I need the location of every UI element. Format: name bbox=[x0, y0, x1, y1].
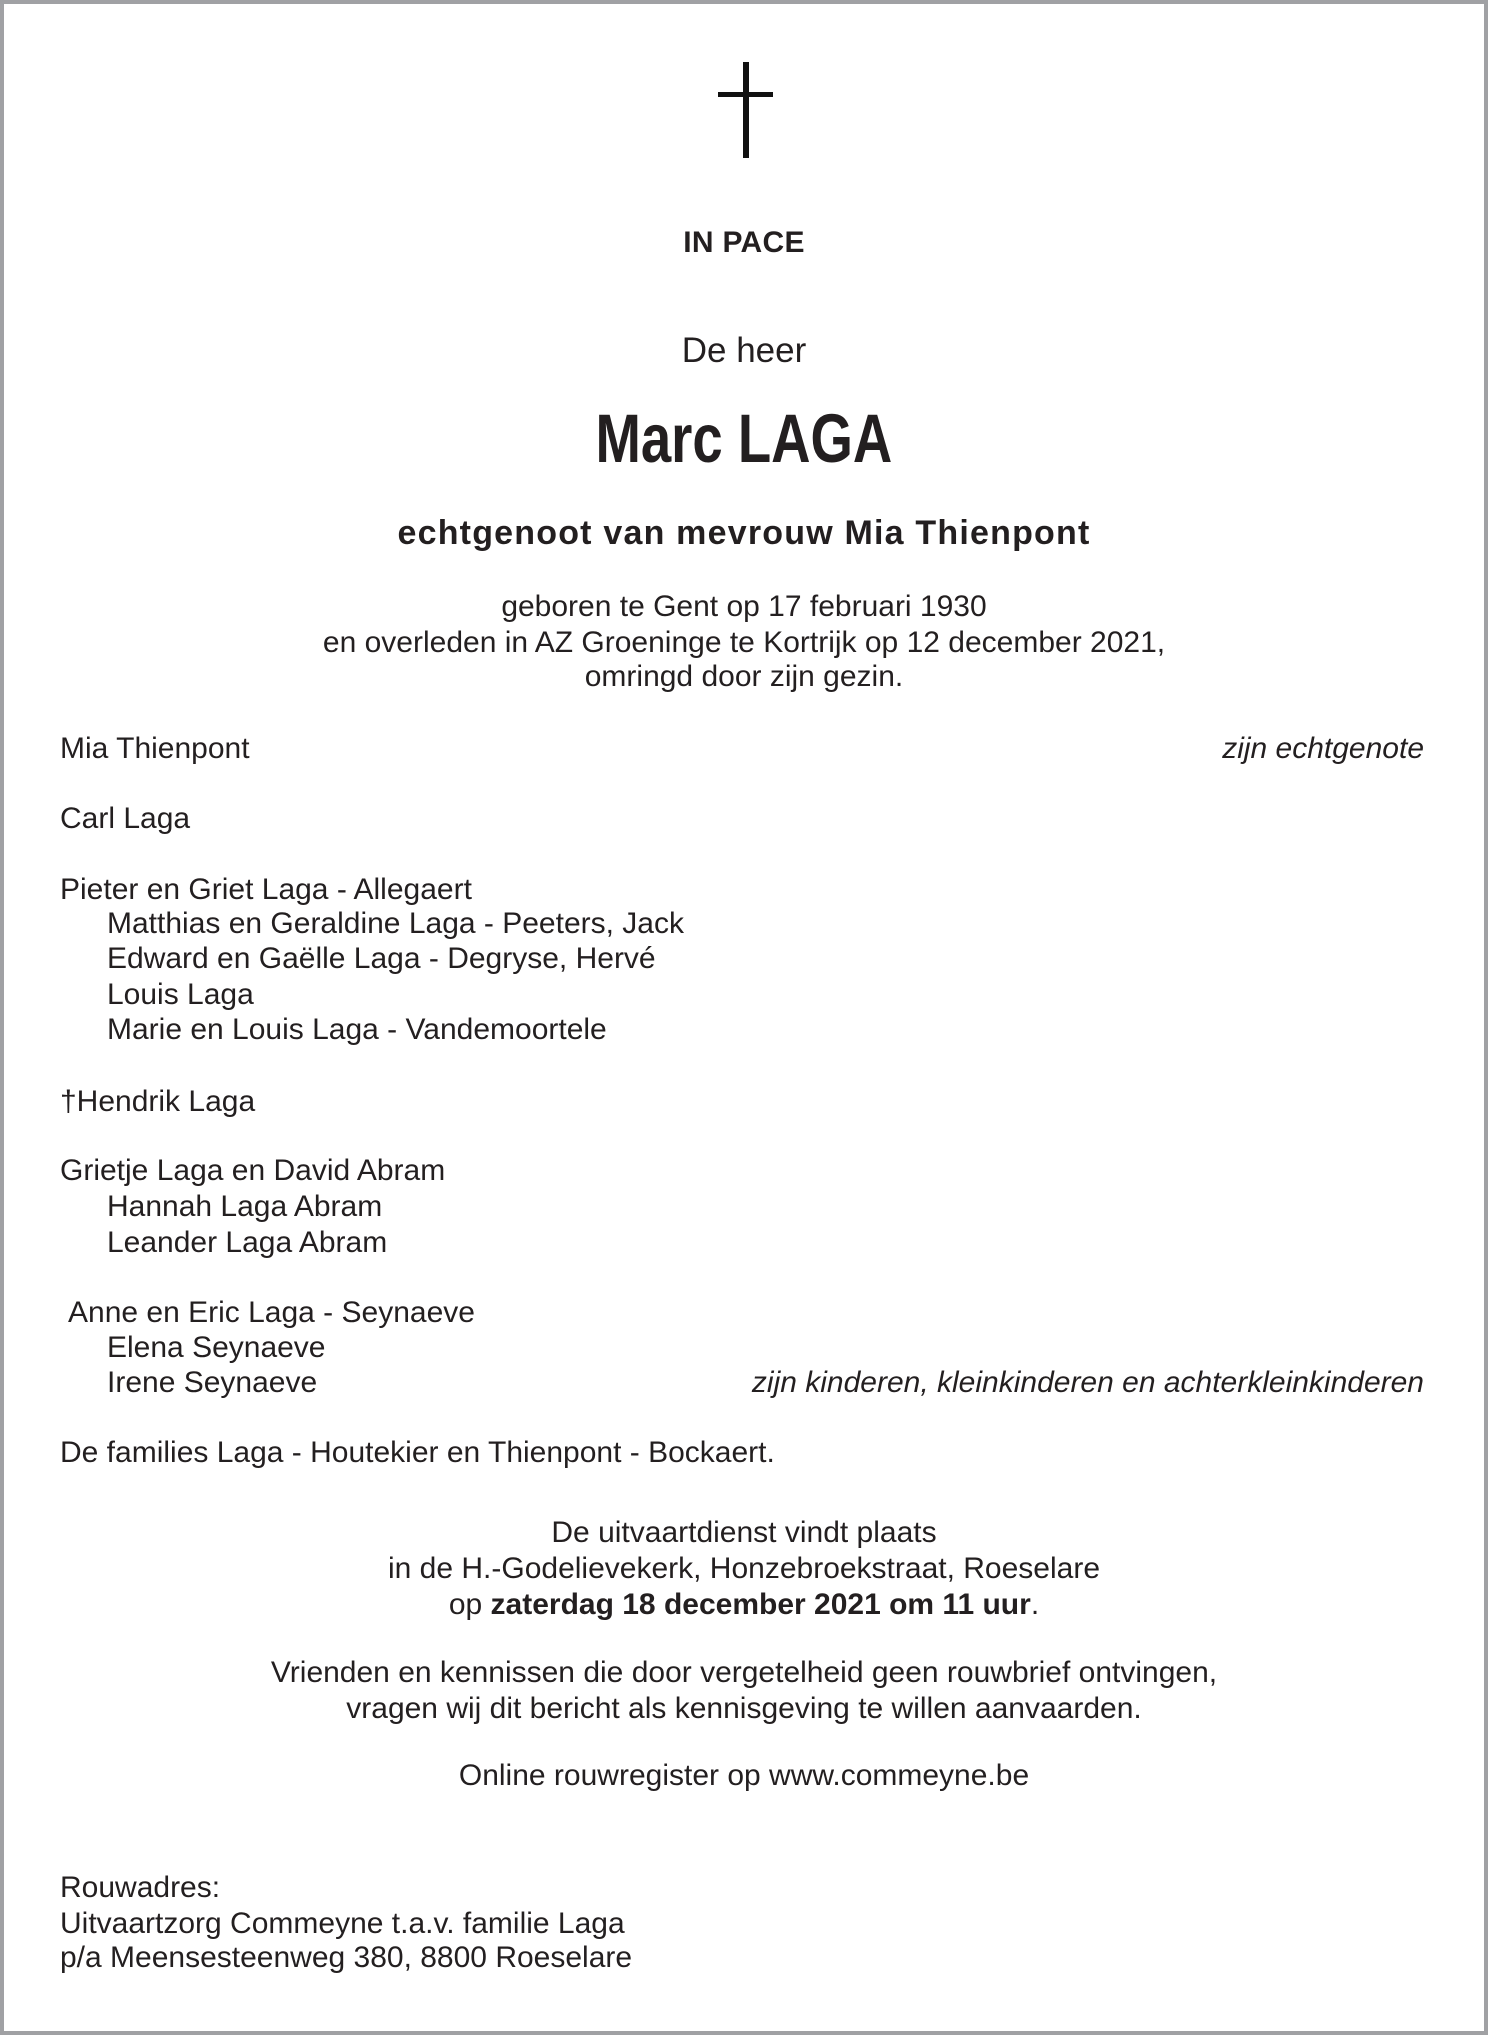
address-line-1: Uitvaartzorg Commeyne t.a.v. familie Laga bbox=[60, 1906, 625, 1940]
family-group-head: Grietje Laga en David Abram bbox=[60, 1153, 446, 1187]
deceased-name: Marc LAGA bbox=[595, 400, 893, 477]
address-line-2: p/a Meensesteenweg 380, 8800 Roeselare bbox=[60, 1940, 633, 1974]
online-register: Online rouwregister op www.commeyne.be bbox=[458, 1758, 1030, 1792]
family-children-role: zijn kinderen, kleinkinderen en achterkleinkinderen bbox=[751, 1365, 1424, 1399]
family-extended: De families Laga - Houtekier en Thienpont - Bockaert. bbox=[60, 1435, 775, 1469]
bio-death: en overleden in AZ Groeninge te Kortrijk op 12 december 2021, bbox=[322, 625, 1166, 659]
cross-vertical-bar bbox=[743, 62, 749, 158]
service-prefix: op bbox=[448, 1587, 491, 1621]
service-line-2: in de H.-Godelievekerk, Honzebroekstraat, Roeselare bbox=[387, 1551, 1101, 1585]
family-member: Hannah Laga Abram bbox=[107, 1189, 383, 1223]
notice-line-2: vragen wij dit bericht als kennisgeving te willen aanvaarden. bbox=[346, 1691, 1142, 1725]
family-spouse-name: Mia Thienpont bbox=[60, 731, 250, 765]
family-group-head: Carl Laga bbox=[60, 801, 191, 835]
family-member: Marie en Louis Laga - Vandemoortele bbox=[107, 1012, 607, 1046]
family-member: Matthias en Geraldine Laga - Peeters, Jack bbox=[107, 906, 684, 940]
deceased-name-wrapper bbox=[4, 400, 1484, 477]
family-spouse-role: zijn echtgenote bbox=[1222, 731, 1424, 765]
service-line-1: De uitvaartdienst vindt plaats bbox=[551, 1515, 937, 1549]
service-date-time: zaterdag 18 december 2021 om 11 uur bbox=[490, 1587, 1031, 1621]
motto: IN PACE bbox=[683, 226, 805, 259]
salutation: De heer bbox=[681, 331, 807, 370]
cross-icon bbox=[718, 62, 773, 158]
spouse-line: echtgenoot van mevrouw Mia Thienpont bbox=[397, 514, 1091, 552]
service-line-3 bbox=[4, 1587, 1484, 1621]
notice-line-1: Vrienden en kennissen die door vergetelheid geen rouwbrief ontvingen, bbox=[270, 1655, 1218, 1689]
family-member: Leander Laga Abram bbox=[107, 1225, 388, 1259]
service-suffix: . bbox=[1030, 1587, 1040, 1621]
cross-horizontal-bar bbox=[718, 92, 773, 97]
family-member: Louis Laga bbox=[107, 977, 254, 1011]
address-label: Rouwadres: bbox=[60, 1870, 221, 1904]
family-member: Edward en Gaëlle Laga - Degryse, Hervé bbox=[107, 941, 656, 975]
family-group-head: †Hendrik Laga bbox=[60, 1084, 256, 1118]
family-group-head: Pieter en Griet Laga - Allegaert bbox=[60, 872, 472, 906]
family-member: Elena Seynaeve bbox=[107, 1330, 326, 1364]
bio-birth: geboren te Gent op 17 februari 1930 bbox=[501, 589, 987, 623]
family-group-head: Anne en Eric Laga - Seynaeve bbox=[68, 1295, 475, 1329]
family-member: Irene Seynaeve bbox=[107, 1365, 318, 1399]
bio-surrounded: omringd door zijn gezin. bbox=[584, 659, 904, 693]
